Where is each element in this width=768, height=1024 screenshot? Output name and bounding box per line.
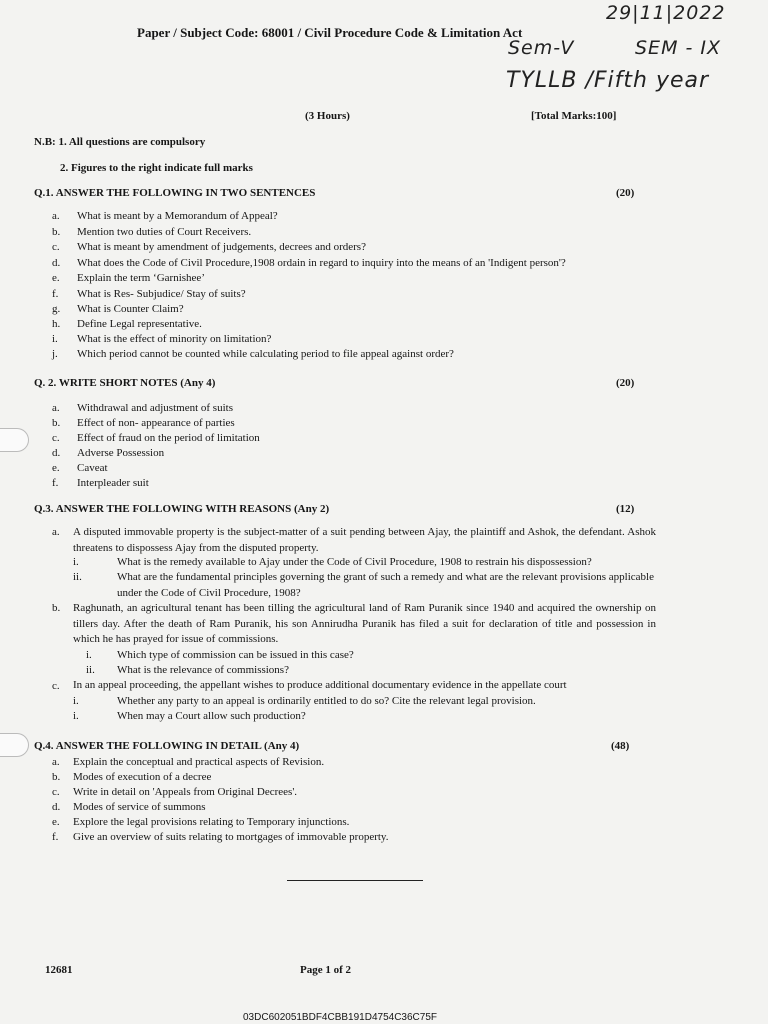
punch-hole (0, 428, 29, 452)
note-line-1: N.B: 1. All questions are compulsory (34, 136, 206, 148)
q1-marks: (20) (616, 187, 635, 199)
paper-code: 12681 (45, 964, 73, 976)
q4-heading: Q.4. ANSWER THE FOLLOWING IN DETAIL (Any 4) (34, 740, 300, 752)
q2-marks: (20) (616, 377, 635, 389)
handwritten-date: 29|11|2022 (606, 2, 726, 24)
q1-heading: Q.1. ANSWER THE FOLLOWING IN TWO SENTENCES (34, 187, 316, 199)
q3-c-marker: c. (52, 680, 60, 692)
q3-a-marker: a. (52, 526, 60, 538)
q4-marks: (48) (611, 740, 630, 752)
page-number: Page 1 of 2 (300, 964, 352, 976)
q2-heading: Q. 2. WRITE SHORT NOTES (Any 4) (34, 377, 216, 389)
exam-duration: (3 Hours) (305, 110, 350, 122)
handwritten-semester-1: Sem-V (508, 37, 575, 59)
q3-a-text: A disputed immovable property is the subject-matter of a suit pending between Ajay, the plaintiff and Ashok, the defendant. Ashok threatens to dispossess Ajay from the disputed property. (73, 526, 656, 554)
document-hash: 03DC602051BDF4CBB191D4754C36C75F (243, 1012, 438, 1023)
punch-hole (0, 733, 29, 757)
paper-title: Paper / Subject Code: 68001 / Civil Procedure Code & Limitation Act (137, 25, 523, 40)
q3-a-sub-2-text: What are the fundamental principles governing the grant of such a remedy and what are the relevant provisions applicable under the Code of Civil Procedure, 1908? (117, 571, 654, 599)
q3-b-marker: b. (52, 602, 61, 614)
total-marks: [Total Marks:100] (531, 110, 617, 122)
q3-heading: Q.3. ANSWER THE FOLLOWING WITH REASONS (Any 2) (34, 503, 330, 515)
separator-line (287, 880, 423, 881)
q3-c-text: In an appeal proceeding, the appellant wishes to produce additional documentary evidence in the appellate court (73, 679, 567, 691)
handwritten-course: TYLLB /Fifth year (506, 68, 710, 93)
q3-marks: (12) (616, 503, 635, 515)
q3-b-text: Raghunath, an agricultural tenant has been tilling the agricultural land of Ram Puranik since 1940 and acquired the ownership on tillers day. After the death of Ram Puranik, his son Annirudha Puranik has filed a suit for declaration of title and possession in which he has prayed for issue of commissions. (73, 602, 656, 645)
handwritten-semester-2: SEM - IX (635, 37, 722, 59)
note-line-2: 2. Figures to the right indicate full marks (60, 162, 253, 174)
exam-paper-page: Paper / Subject Code: 68001 / Civil Procedure Code & Limitation Act 29|11|2022 Sem-V SEM - IX TYLLB /Fifth year (3 Hours) [Total Marks:100] N.B: 1. All questions are compulsory 2. Figures to the right indicate full marks Q.1. ANSWER THE FOLLOWING IN TWO SENTENCES (20) a. What is meant by a Memorandum of Appeal? b. Mention two duties of Court Receivers. c. What is meant by amendment of judgements, decrees and orders? d. What does the Code of Civil Procedure,1908 ordain in regard to inquiry into the means of an 'Indigent person'? e. Explain the term ‘Garnishee’ f. What is Res- Subjudice/ Stay of suits? g. What is Counter Claim? h. Define Legal representative. i. What is the effect of minority on limitation? j. Which period cannot be counted while calculating period to file appeal against order? Q. 2. WRITE SHORT NOTES (Any 4) (20) a. Withdrawal and adjustment of suits b. Effect of non- appearance of parties c. Effect of fraud on the period of limitation d. Adverse Possession e. Caveat f. Interpleader suit Q.3. ANSWER THE FOLLOWING WITH REASONS (Any 2) (12) a. A disputed immovable property is the subject-matter of a suit pending between Ajay, the plaintiff and Ashok, the defendant. Ashok threatens to dispossess Ajay from the disputed property. i. What is the remedy available to Ajay under the Code of Civil Procedure, 1908 to restrain his dispossession? ii. What are the fundamental principles governing the grant of such a remedy and what are the relevant provisions applicable under the Code of Civil Procedure, 1908? b. Raghunath, an agricultural tenant has been tilling the agricultural land of Ram Puranik since 1940 and acquired the ownership on tillers day. After the death of Ram Puranik, his son Annirudha Puranik has filed a suit for declaration of title and possession in which he has prayed for issue of commissions. i. Which type of commission can be issued in this case? ii. What is the relevance of commissions? c. In an appeal proceeding, the appellant wishes to produce additional documentary evidence in the appellate court i. Whether any party to an appeal is ordinarily entitled to do so? Cite the relevant legal provision. i. When may a Court allow such production? Q.4. ANSWER THE FOLLOWING IN DETAIL (Any 4) (48) a. Explain the conceptual and practical aspects of Revision. b. Modes of execution of a decree c. Write in detail on 'Appeals from Original Decrees'. d. Modes of service of summons e. Explore the legal provisions relating to Temporary injunctions. f. Give an overview of suits relating to mortgages of immovable property. 12681 Page 1 of 2 03DC602051BDF4CBB191D4754C36C75F (0, 0, 768, 1024)
